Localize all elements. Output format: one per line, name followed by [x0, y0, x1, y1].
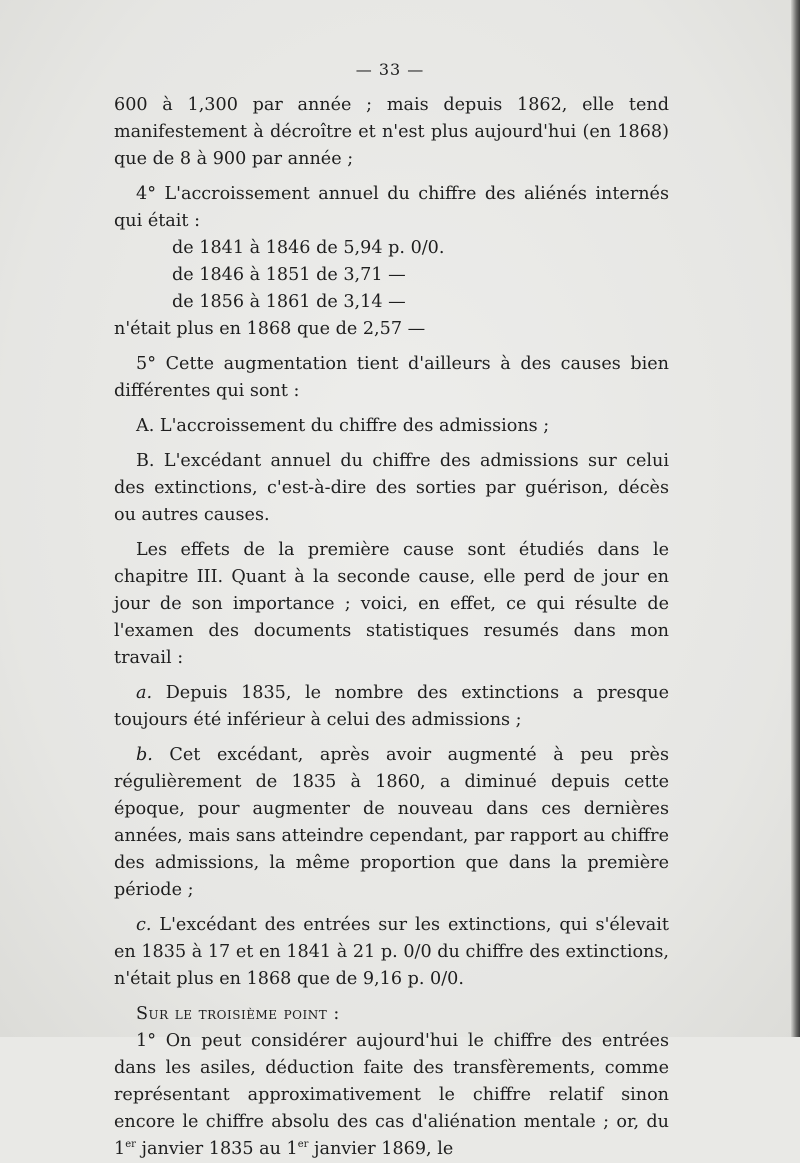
final-part-3: janvier 1869, le	[308, 1139, 454, 1159]
item-b-label: b.	[136, 745, 153, 765]
final-part-1: 1° On peut considérer aujourd'hui le chiffre des entrées dans les asiles, déduction faite des transfèrements, comme représentant approximativement le chiffre relatif sinon encore le chiffre absolu des cas d'aliénation mentale ; or, du 1	[114, 1031, 669, 1159]
paragraph-point-5: 5° Cette augmentation tient d'ailleurs à des causes bien différentes qui sont :	[114, 354, 669, 401]
page-number: — 33 —	[355, 60, 425, 79]
body-text	[114, 92, 669, 1163]
item-a-text: Depuis 1835, le nombre des extinctions a presque toujours été inférieur à celui des admissions ;	[114, 683, 669, 730]
paragraph-point-4: 4° L'accroissement annuel du chiffre des aliénés internés qui était :	[114, 184, 669, 231]
rate-line-last: n'était plus en 1868 que de 2,57 —	[114, 319, 426, 339]
cause-a: A. L'accroissement du chiffre des admissions ;	[136, 416, 550, 436]
item-a-label: a.	[136, 683, 153, 703]
item-b	[114, 742, 669, 904]
rate-line: de 1856 à 1861 de 3,14 —	[172, 292, 406, 312]
item-c-label: c.	[136, 915, 152, 935]
rate-line: de 1841 à 1846 de 5,94 p. 0/0.	[172, 238, 445, 258]
paragraph-final	[114, 1028, 669, 1163]
item-a	[114, 680, 669, 734]
final-part-2: janvier 1835 au 1	[135, 1139, 298, 1159]
paragraph-effects: Les effets de la première cause sont étudiés dans le chapitre III. Quant à la seconde cause, elle perd de jour en jour de son importance ; voici, en effet, ce qui résulte de l'examen des documents statistiques resumés dans mon travail :	[114, 540, 669, 668]
item-c	[114, 912, 669, 993]
item-c-text: L'excédant des entrées sur les extinctions, qui s'élevait en 1835 à 17 et en 1841 à 21 p. 0/0 du chiffre des extinctions, n'était plus en 1868 que de 9,16 p. 0/0.	[114, 915, 669, 989]
cause-b: B. L'excédant annuel du chiffre des admissions sur celui des extinctions, c'est-à-dire des sorties par guérison, décès ou autres causes.	[114, 451, 669, 525]
paragraph-continuation: 600 à 1,300 par année ; mais depuis 1862, elle tend manifestement à décroître et n'est plus aujourd'hui (en 1868) que de 8 à 900 par année ;	[114, 95, 669, 169]
item-b-text: Cet excédant, après avoir augmenté à peu près régulièrement de 1835 à 1860, a diminué depuis cette époque, pour augmenter de nouveau dans ces dernières années, mais sans atteindre cependant, par rapport au chiffre des admissions, la même proportion que dans la première période ;	[114, 745, 669, 900]
page-edge-shadow	[791, 0, 800, 1037]
final-sup-1: er	[125, 1139, 136, 1151]
section-heading: Sur le troisième point :	[136, 1004, 340, 1024]
final-sup-2: er	[297, 1139, 309, 1151]
rate-line: de 1846 à 1851 de 3,71 —	[172, 265, 406, 285]
